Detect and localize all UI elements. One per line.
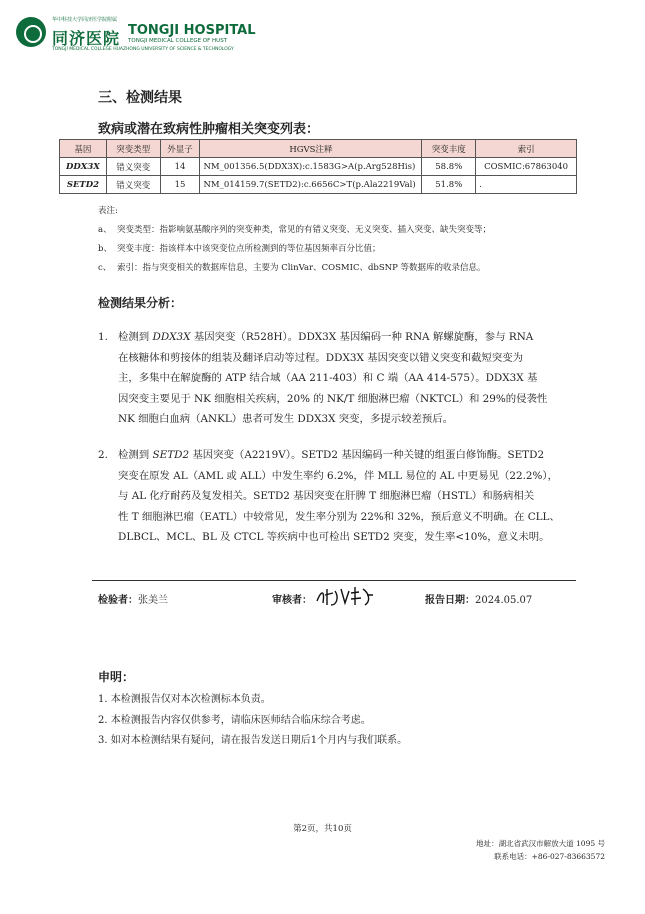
note-item: b、 突变丰度：指该样本中该突变位点所检测到的等位基因频率百分比值；: [98, 244, 381, 254]
header-gene: 基因: [60, 140, 107, 158]
footer-address: 地址：湖北省武汉市解放大道 1095 号: [476, 839, 605, 848]
reviewer-signature-icon: [315, 583, 375, 609]
cell-exon: 14: [160, 158, 200, 176]
header-vaf: 突变丰度: [422, 140, 476, 158]
footer-phone: 联系电话：+86-027-83663572: [494, 852, 605, 861]
header-exon: 外显子: [160, 140, 200, 158]
mutation-table: [59, 139, 577, 194]
report-date-field: 报告日期：2024.05.07: [425, 595, 533, 606]
header-affiliation: 华中科技大学同济医学院附属: [52, 17, 118, 23]
hospital-name-cn: 同济医院: [52, 29, 121, 48]
note-item: a、 突变类型：指影响氨基酸序列的突变种类，常见的有错义突变、无义突变、插入突变、缺失突变等；: [98, 225, 492, 235]
header-hgvs: HGVS注释: [200, 140, 422, 158]
hospital-name-en: TONGJI HOSPITAL: [128, 23, 256, 38]
header-ref: 索引: [476, 140, 577, 158]
cell-exon: 15: [160, 176, 200, 194]
cell-vaf: 58.8%: [422, 158, 476, 176]
note-item: c、 索引：指与突变相关的数据库信息，主要为 ClinVar、COSMIC、dbSNP 等数据库的收录信息。: [98, 263, 486, 273]
declaration-item: 1. 本检测报告仅对本次检测标本负责。: [98, 694, 271, 705]
page-number: 第2页，共10页: [293, 824, 352, 834]
section-title: 三、检测结果: [98, 90, 182, 106]
notes-label: 表注:: [98, 206, 118, 216]
table-title: 致病或潜在致病性肿瘤相关突变列表：: [98, 122, 320, 137]
cell-hgvs: NM_001356.5(DDX3X):c.1583G>A(p.Arg528His): [200, 158, 422, 176]
hospital-header: [16, 14, 316, 54]
signoff-divider: [92, 580, 576, 581]
hospital-logo-icon: [16, 17, 46, 47]
hospital-sub-en2: TONGJI MEDICAL COLLEGE HUAZHONG UNIVERSITY OF SCIENCE & TECHNOLOGY: [52, 47, 234, 52]
analysis-paragraph-1: 1. 检测到 DDX3X 基因突变（R528H）。DDX3X 基因编码一种 RNA 解螺旋酶，参与 RNA 在核糖体和剪接体的组装及翻译启动等过程。DDX3X 基因突变以错义突变和截短突变为 主，多集中在解旋酶的 ATP 结合域（AA 211-403）和 C 端（AA 414-575）。DDX3X 基 因突变主要见于 NK 细胞相关疾病，20% 的 NK/T 细胞淋巴瘤（NKTCL）和 29%的侵袭性 NK 细胞白血病（ANKL）患者可发生 DDX3X 突变，多提示较差预后。: [98, 331, 548, 425]
table-header-row: [60, 140, 577, 158]
footer-contact: [476, 837, 605, 863]
cell-type: 错义突变: [106, 158, 160, 176]
declaration-item: 3. 如对本检测结果有疑问，请在报告发送日期后1个月内与我们联系。: [98, 735, 408, 746]
hospital-sub-en: TONGJI MEDICAL COLLEGE OF HUST: [128, 38, 228, 44]
cell-type: 错义突变: [106, 176, 160, 194]
declaration-title: 申明：: [98, 670, 135, 684]
cell-ref: .: [476, 176, 577, 194]
table-row: [60, 176, 577, 194]
header-type: 突变类型: [106, 140, 160, 158]
reviewer-field: 审核者：: [272, 595, 312, 606]
cell-vaf: 51.8%: [422, 176, 476, 194]
table-row: [60, 158, 577, 176]
cell-hgvs: NM_014159.7(SETD2):c.6656C>T(p.Ala2219Val): [200, 176, 422, 194]
analysis-title: 检测结果分析：: [98, 296, 183, 310]
cell-ref: COSMIC:67863040: [476, 158, 577, 176]
tester-field: 检验者：张美兰: [98, 595, 168, 606]
cell-gene: DDX3X: [60, 158, 107, 176]
declaration-item: 2. 本检测报告内容仅供参考，请临床医师结合临床综合考虑。: [98, 715, 371, 726]
cell-gene: SETD2: [60, 176, 107, 194]
analysis-paragraph-2: 2. 检测到 SETD2 基因突变（A2219V）。SETD2 基因编码一种关键的组蛋白修饰酶。SETD2 突变在原发 AL（AML 或 ALL）中发生率约 6.2%，伴 MLL 易位的 AL 中更易见（22.2%）， 与 AL 化疗耐药及复发相关。SETD2 基因突变在肝脾 T 细胞淋巴瘤（HSTL）和肠病相关 性 T 细胞淋巴瘤（EATL）中较常见，发生率分别为 22%和 32%，预后意义不明确。在 CLL、 DLBCL、MCL、BL 及 CTCL 等疾病中也可检出 SETD2 突变，发生率<10%，意义未明。: [98, 449, 560, 543]
